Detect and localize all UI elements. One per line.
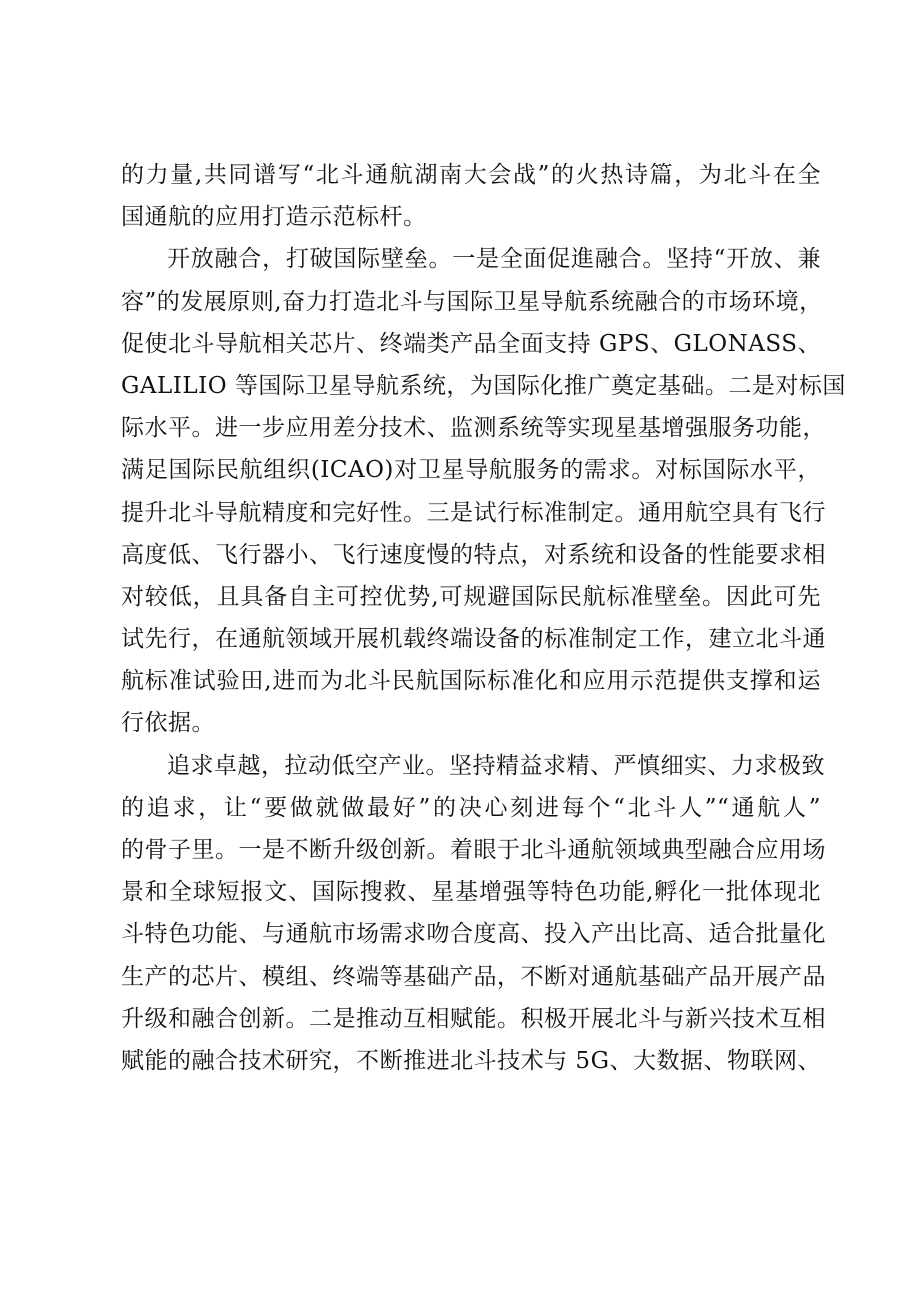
text-line: 斗特色功能、与通航市场需求吻合度高、投入产出比高、适合批量化 xyxy=(121,921,826,948)
text-line: 促使北斗导航相关芯片、终端类产品全面支持 GPS、GLONASS、 xyxy=(121,330,821,357)
text-line: GALILIO 等国际卫星导航系统，为国际化推广奠定基础。二是对标国 xyxy=(121,372,846,399)
text-line: 国通航的应用打造示范标杆。 xyxy=(121,204,427,231)
text-line: 生产的芯片、模组、终端等基础产品，不断对通航基础产品开展产品 xyxy=(121,963,826,990)
paragraph xyxy=(121,745,826,1083)
text-line: 追求卓越，拉动低空产业。坚持精益求精、严慎细实、力求极致 xyxy=(167,752,825,779)
text-line: 行依据。 xyxy=(121,710,215,737)
text-line: 试先行，在通航领域开展机载终端设备的标准制定工作，建立北斗通 xyxy=(121,626,826,653)
paragraph xyxy=(121,238,846,744)
text-line: 提升北斗导航精度和完好性。三是试行标准制定。通用航空具有飞行 xyxy=(121,499,826,526)
text-line: 的力量,共同谱写“北斗通航湖南大会战”的火热诗篇，为北斗在全 xyxy=(121,162,821,188)
text-line: 赋能的融合技术研究，不断推进北斗技术与 5G、大数据、物联网、 xyxy=(121,1047,821,1074)
text-line: 升级和融合创新。二是推动互相赋能。积极开展北斗与新兴技术互相 xyxy=(121,1005,826,1032)
text-line: 开放融合，打破国际壁垒。一是全面促進融合。坚持“开放、兼 xyxy=(167,246,821,273)
text-line: 容”的发展原则,奋力打造北斗与国际卫星导航系统融合的市场环境， xyxy=(121,288,823,315)
text-line: 航标准试验田,进而为北斗民航国际标准化和应用示范提供支撑和运 xyxy=(121,668,821,695)
text-line: 的追求，让“要做就做最好”的决心刻进每个“北斗人”“通航人” xyxy=(121,794,821,821)
text-line: 景和全球短报文、国际搜救、星基增强等特色功能,孵化一批体现北 xyxy=(121,879,821,906)
text-line: 高度低、飞行器小、飞行速度慢的特点，对系统和设备的性能要求相 xyxy=(121,541,826,568)
text-line: 满足国际民航组织(ICAO)对卫星导航服务的需求。对标国际水平， xyxy=(121,457,821,484)
document-body xyxy=(121,154,846,1082)
text-line: 对较低，且具备自主可控优势,可规避国际民航标准壁垒。因此可先 xyxy=(121,583,821,610)
paragraph xyxy=(121,154,821,238)
text-line: 际水平。进一步应用差分技术、监测系统等实现星基增强服务功能， xyxy=(121,415,826,442)
text-line: 的骨子里。一是不断升级创新。着眼于北斗通航领域典型融合应用场 xyxy=(121,837,826,863)
